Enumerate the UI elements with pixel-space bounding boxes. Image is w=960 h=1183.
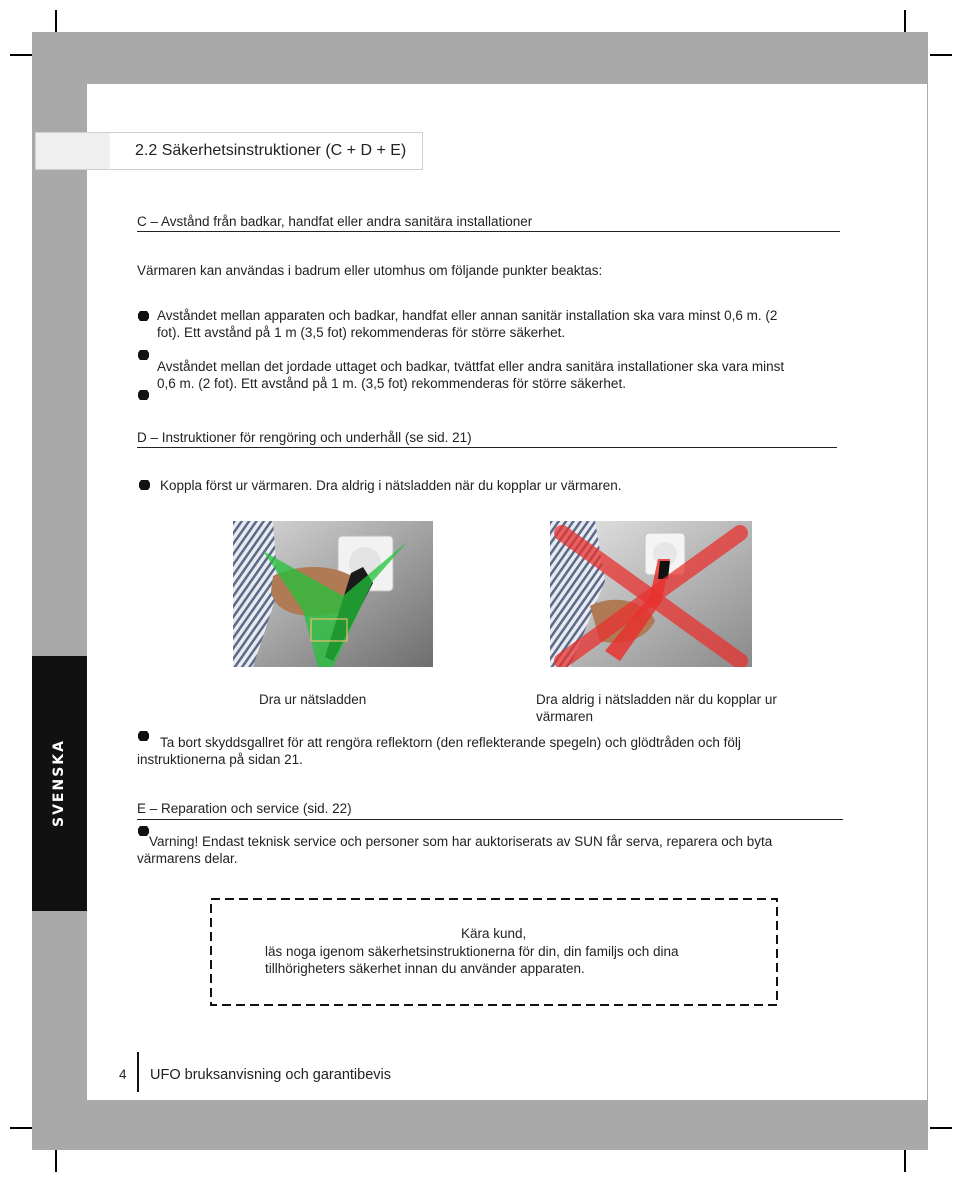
page-number: 4 (119, 1067, 127, 1082)
crop-mark (904, 10, 906, 32)
section-c-rule (137, 231, 840, 232)
photo-correct-image (233, 521, 433, 667)
bullet-icon (138, 350, 149, 360)
crop-mark (904, 1150, 906, 1172)
language-side-tab (32, 656, 87, 911)
photo-wrong-image (550, 521, 752, 667)
section-e-warning-line2: värmarens delar. (137, 851, 238, 866)
caption-correct: Dra ur nätsladden (259, 692, 367, 707)
section-e-warning-line1: Varning! Endast teknisk service och personer som har auktoriserats av SUN får serva, reparera och byta (149, 834, 773, 849)
photo-unplug-wrong (550, 521, 752, 667)
caption-wrong-line2: värmaren (536, 709, 594, 724)
bullet-icon (138, 390, 149, 400)
section-d-rule (137, 447, 837, 448)
crop-mark (10, 54, 32, 56)
crop-mark (930, 54, 952, 56)
caption-wrong-line1: Dra aldrig i nätsladden när du kopplar ur (536, 692, 777, 707)
section-e-rule (137, 819, 843, 820)
side-tab-label: SVENSKA (51, 739, 67, 827)
section-d-bullet1: Koppla först ur värmaren. Dra aldrig i nätsladden när du kopplar ur värmaren. (160, 478, 622, 493)
notice-line3: tillhörigheters säkerhet innan du använder apparaten. (265, 961, 585, 976)
crop-mark (10, 1127, 32, 1129)
section-c-bullet1-line1: Avståndet mellan apparaten och badkar, handfat eller annan sanitär installation ska vara minst 0,6 m. (2 (157, 308, 778, 323)
footer-doc-title: UFO bruksanvisning och garantibevis (150, 1067, 391, 1083)
section-c-heading: C – Avstånd från badkar, handfat eller andra sanitära installationer (137, 214, 533, 229)
footer-divider (137, 1052, 139, 1092)
section-c-bullet1-line2: fot). Ett avstånd på 1 m (3,5 fot) rekommenderas för större säkerhet. (157, 325, 566, 340)
section-c-bullet2-line2: 0,6 m. (2 fot). Ett avstånd på 1 m. (3,5 fot) rekommenderas för större säkerhet. (157, 376, 626, 391)
bullet-icon (138, 731, 149, 741)
section-e-heading: E – Reparation och service (sid. 22) (137, 801, 352, 816)
notice-line2: läs noga igenom säkerhetsinstruktionerna för din, din familjs och dina (265, 944, 679, 959)
crop-mark (930, 1127, 952, 1129)
section-c-intro: Värmaren kan användas i badrum eller utomhus om följande punkter beaktas: (137, 263, 603, 278)
section-title-box (35, 132, 423, 170)
section-c-bullet2-line1: Avståndet mellan det jordade uttaget och badkar, tvättfat eller andra sanitära installationer ska vara minst (157, 359, 785, 374)
notice-greeting: Kära kund, (461, 926, 527, 941)
section-d-bullet2-line2: instruktionerna på sidan 21. (137, 752, 303, 767)
bullet-icon (138, 311, 149, 321)
section-d-bullet2-line1: Ta bort skyddsgallret för att rengöra reflektorn (den reflekterande spegeln) och glödtråden och följ (160, 735, 741, 750)
crop-mark (55, 1150, 57, 1172)
photo-unplug-correct (233, 521, 433, 667)
crop-mark (55, 10, 57, 32)
bullet-icon (139, 480, 150, 490)
warning-bullet-icon (138, 826, 149, 836)
section-title: 2.2 Säkerhetsinstruktioner (C + D + E) (135, 142, 407, 159)
section-d-heading: D – Instruktioner för rengöring och underhåll (se sid. 21) (137, 430, 472, 445)
